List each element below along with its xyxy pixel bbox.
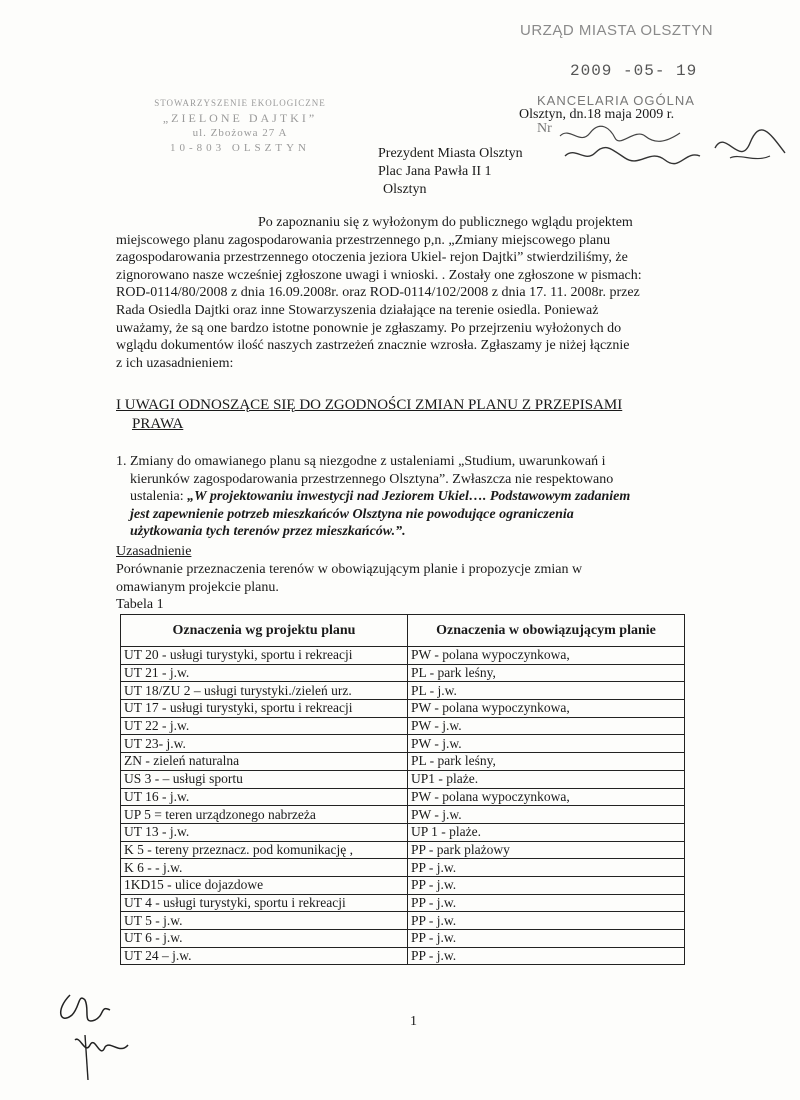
project-designation-cell: UT 23- j.w.: [121, 735, 408, 753]
table-row: [121, 664, 685, 682]
project-designation-cell: US 3 - – usługi sportu: [121, 770, 408, 788]
section-heading-line-2: PRAWA: [132, 416, 184, 432]
project-designation-cell: K 5 - tereny przeznacz. pod komunikację ,: [121, 841, 408, 859]
current-plan-designation-cell: PP - park plażowy: [408, 841, 685, 859]
current-plan-designation-cell: PL - park leśny,: [408, 664, 685, 682]
table-label: Tabela 1: [116, 597, 164, 612]
table-row: [121, 700, 685, 718]
current-plan-designation-cell: PP - j.w.: [408, 930, 685, 948]
margin-signature: [50, 985, 140, 1085]
recipient-address: [378, 145, 523, 199]
intro-line: Rada Osiedla Dajtki oraz inne Stowarzyszenia działające na terenie osiedla. Ponieważ: [116, 302, 599, 318]
table-header-row: [121, 615, 685, 647]
intro-line: zagospodarowania przestrzennego otoczenia jeziora Ukiel- rejon Dajtki” stwierdziliśmy, że: [116, 250, 628, 266]
table-header-cell: Oznaczenia wg projektu planu: [121, 615, 408, 647]
project-designation-cell: UT 13 - j.w.: [121, 823, 408, 841]
current-plan-designation-cell: PL - j.w.: [408, 682, 685, 700]
table-row: [121, 876, 685, 894]
sender-line-2: „ZIELONE DAJTKI”: [162, 111, 318, 125]
justification-line-2: omawianym projekcie planu.: [116, 579, 279, 595]
project-designation-cell: UT 24 – j.w.: [121, 947, 408, 965]
justification-line-1: Porównanie przeznaczenia terenów w obowiązującym planie i propozycje zmian w: [116, 562, 583, 577]
item-1-line: kierunków zagospodarowania przestrzennego Olsztyna”. Zwłaszcza nie respektowano: [130, 471, 614, 487]
table-row: [121, 647, 685, 665]
kancelaria-stamp: KANCELARIA OGÓLNA: [537, 93, 695, 108]
table-row: [121, 735, 685, 753]
recipient-line-2: Plac Jana Pawła II 1: [378, 164, 492, 179]
sender-line-1: STOWARZYSZENIE EKOLOGICZNE: [154, 98, 326, 108]
table-row: [121, 788, 685, 806]
current-plan-designation-cell: PW - polana wypoczynkowa,: [408, 647, 685, 665]
project-designation-cell: UT 20 - usługi turystyki, sportu i rekreacji: [121, 647, 408, 665]
item-1-line: 1. Zmiany do omawianego planu są niezgodne z ustaleniami „Studium, uwarunkowań i: [116, 454, 606, 469]
current-plan-designation-cell: UP 1 - plaże.: [408, 823, 685, 841]
intro-paragraph: [116, 214, 706, 372]
project-designation-cell: UT 18/ZU 2 – usługi turystyki./zieleń urz.: [121, 682, 408, 700]
table-row: [121, 841, 685, 859]
item-1-quote-line: użytkowania tych terenów przez mieszkańców.”.: [130, 524, 406, 539]
justification-text: [116, 561, 676, 596]
intro-line: uważamy, że są one bardzo istotne ponownie je zgłaszamy. Po przejrzeniu wyłożonych do: [116, 320, 622, 336]
table-row: [121, 823, 685, 841]
received-date-stamp: 2009 -05- 19: [570, 62, 698, 80]
item-1: [116, 453, 696, 541]
table-row: [121, 753, 685, 771]
handwritten-annotation: [555, 118, 795, 178]
intro-line: ROD-0114/80/2008 z dnia 16.09.2008r. oraz ROD-0114/102/2008 z dnia 17. 11. 2008r. przez: [116, 285, 640, 301]
current-plan-designation-cell: PW - polana wypoczynkowa,: [408, 700, 685, 718]
current-plan-designation-cell: PL - park leśny,: [408, 753, 685, 771]
table-row: [121, 770, 685, 788]
table-row: [121, 717, 685, 735]
table-row: [121, 806, 685, 824]
section-heading: [116, 396, 676, 434]
project-designation-cell: K 6 - - j.w.: [121, 859, 408, 877]
justification-heading: Uzasadnienie: [116, 544, 192, 559]
project-designation-cell: UT 17 - usługi turystyki, sportu i rekreacji: [121, 700, 408, 718]
intro-line: zignorowano nasze wcześniej zgłoszone uwagi i wnioski. . Zostały one zgłoszone w pismach:: [116, 267, 642, 283]
current-plan-designation-cell: PW - j.w.: [408, 806, 685, 824]
intro-line: miejscowego planu zagospodarowania przestrzennego p,n. „Zmiany miejscowego planu: [116, 232, 611, 248]
current-plan-designation-cell: PP - j.w.: [408, 912, 685, 930]
table-row: [121, 912, 685, 930]
current-plan-designation-cell: PP - j.w.: [408, 876, 685, 894]
page-number: 1: [410, 1014, 417, 1029]
project-designation-cell: UP 5 = teren urządzonego nabrzeża: [121, 806, 408, 824]
project-designation-cell: UT 5 - j.w.: [121, 912, 408, 930]
current-plan-designation-cell: PP - j.w.: [408, 894, 685, 912]
letter-date: Olsztyn, dn.18 maja 2009 r.: [519, 107, 675, 122]
project-designation-cell: UT 6 - j.w.: [121, 930, 408, 948]
current-plan-designation-cell: UP1 - plaże.: [408, 770, 685, 788]
table-row: [121, 682, 685, 700]
sender-stamp: [140, 96, 340, 156]
registry-number-label: Nr: [537, 121, 552, 136]
item-1-line: ustalenia: „W projektowaniu inwestycji nad Jeziorem Ukiel…. Podstawowym zadaniem: [130, 489, 631, 504]
project-designation-cell: ZN - zieleń naturalna: [121, 753, 408, 771]
recipient-line-1: Prezydent Miasta Olsztyn: [378, 146, 523, 161]
sender-line-3: ul. Zbożowa 27 A: [192, 127, 288, 139]
item-1-quote-line: jest zapewnienie potrzeb mieszkańców Olsztyna nie powodujące ograniczenia: [130, 506, 574, 522]
project-designation-cell: UT 22 - j.w.: [121, 717, 408, 735]
project-designation-cell: UT 4 - usługi turystyki, sportu i rekreacji: [121, 894, 408, 912]
current-plan-designation-cell: PP - j.w.: [408, 947, 685, 965]
intro-line: Po zapoznaniu się z wyłożonym do publicznego wglądu projektem: [258, 215, 633, 230]
item-1-quote-start: „W projektowaniu inwestycji nad Jeziorem Ukiel…. Podstawowym zadaniem: [187, 489, 631, 504]
current-plan-designation-cell: PW - polana wypoczynkowa,: [408, 788, 685, 806]
current-plan-designation-cell: PW - j.w.: [408, 735, 685, 753]
project-designation-cell: UT 16 - j.w.: [121, 788, 408, 806]
office-stamp: URZĄD MIASTA OLSZTYN: [520, 22, 714, 39]
comparison-table: [120, 614, 685, 965]
recipient-line-3: Olsztyn: [383, 182, 427, 197]
project-designation-cell: 1KD15 - ulice dojazdowe: [121, 876, 408, 894]
table-row: [121, 947, 685, 965]
table-row: [121, 930, 685, 948]
current-plan-designation-cell: PW - j.w.: [408, 717, 685, 735]
section-heading-line-1: I UWAGI ODNOSZĄCE SIĘ DO ZGODNOŚCI ZMIAN PLANU Z PRZEPISAMI: [116, 397, 623, 413]
intro-line: wglądu dokumentów ilość naszych zastrzeżeń znacznie wzrosła. Zgłaszamy je niżej łącznie: [116, 338, 630, 354]
project-designation-cell: UT 21 - j.w.: [121, 664, 408, 682]
table-header-cell: Oznaczenia w obowiązującym planie: [408, 615, 685, 647]
intro-line: z ich uzasadnieniem:: [116, 355, 234, 371]
sender-line-4: 10-803 OLSZTYN: [169, 142, 311, 154]
table-row: [121, 859, 685, 877]
current-plan-designation-cell: PP - j.w.: [408, 859, 685, 877]
table-row: [121, 894, 685, 912]
